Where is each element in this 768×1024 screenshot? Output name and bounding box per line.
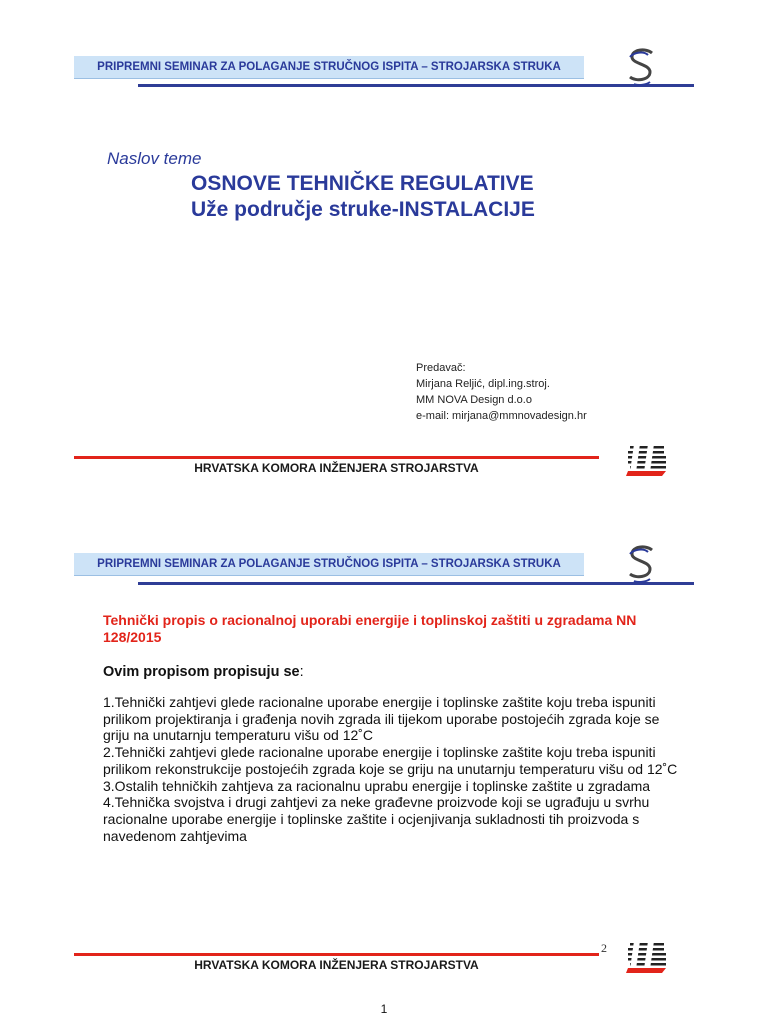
list-item: 3.Ostalih tehničkih zahtjeva za racionalnu uprabu energije i toplinske zaštite u zgradama <box>103 777 651 794</box>
page-number: 1 <box>380 1002 388 1016</box>
lecturer-name: Mirjana Reljić, dipl.ing.stroj. <box>416 378 550 390</box>
slide2-footer: HRVATSKA KOMORA INŽENJERA STROJARSTVA <box>194 958 479 972</box>
topic-title-line1: OSNOVE TEHNIČKE REGULATIVE <box>191 172 534 195</box>
regulation-title: Tehnički propis o racionalnoj uporabi energije i toplinskoj zaštiti u zgradama NN 128/2015 <box>103 612 637 645</box>
slide2-footer-rule <box>74 953 599 956</box>
regulation-intro <box>103 664 304 680</box>
slide-number: 2 <box>601 941 607 955</box>
slide1-footer: HRVATSKA KOMORA INŽENJERA STROJARSTVA <box>194 461 479 475</box>
slide1-header-rule <box>138 84 694 87</box>
list-item: 1.Tehnički zahtjevi glede racionalne uporabe energije i toplinske zaštite koju treba ispuniti prilikom projektiranja i građenja novih zgrada ili tijekom uporabe postojećih zgrada koje se griju na unutarnju temperaturu višu od 12˚C <box>103 694 660 744</box>
lecturer-company: MM NOVA Design d.o.o <box>416 394 532 406</box>
slide2-banner: PRIPREMNI SEMINAR ZA POLAGANJE STRUČNOG ISPITA – STROJARSKA STRUKA <box>74 553 584 576</box>
list-item: 2.Tehnički zahtjevi glede racionalne uporabe energije i toplinske zaštite koju treba ispuniti prilikom rekonstrukcije postojećih zgrada koje se griju na unutarnju temperaturu višu od 12˚C <box>103 744 678 777</box>
hkis-chamber-logo-icon <box>626 442 670 478</box>
lecturer-email: e-mail: mirjana@mmnovadesign.hr <box>416 410 587 422</box>
topic-label: Naslov teme <box>107 149 202 168</box>
slide1-footer-rule <box>74 456 599 459</box>
seminar-s-logo-icon <box>624 544 660 584</box>
slide2-header-rule <box>138 582 694 585</box>
slide1-banner: PRIPREMNI SEMINAR ZA POLAGANJE STRUČNOG ISPITA – STROJARSKA STRUKA <box>74 56 584 79</box>
topic-title-line2: Uže područje struke-INSTALACIJE <box>191 198 535 221</box>
regulation-intro-text: Ovim propisom propisuju se <box>103 664 300 680</box>
regulation-list <box>103 694 683 844</box>
lecturer-label: Predavač: <box>416 362 466 374</box>
regulation-intro-colon: : <box>299 664 304 680</box>
hkis-chamber-logo-icon <box>626 939 670 975</box>
list-item: 4.Tehnička svojstva i drugi zahtjevi za neke građevne proizvode koji se ugrađuju u svrhu racionalne uporabe energije i toplinske zaštite i ocjenjivanja sukladnosti tih proizvoda s navedenom zahtjevima <box>103 794 650 844</box>
seminar-s-logo-icon <box>624 47 660 87</box>
lecturer-info <box>416 360 587 424</box>
